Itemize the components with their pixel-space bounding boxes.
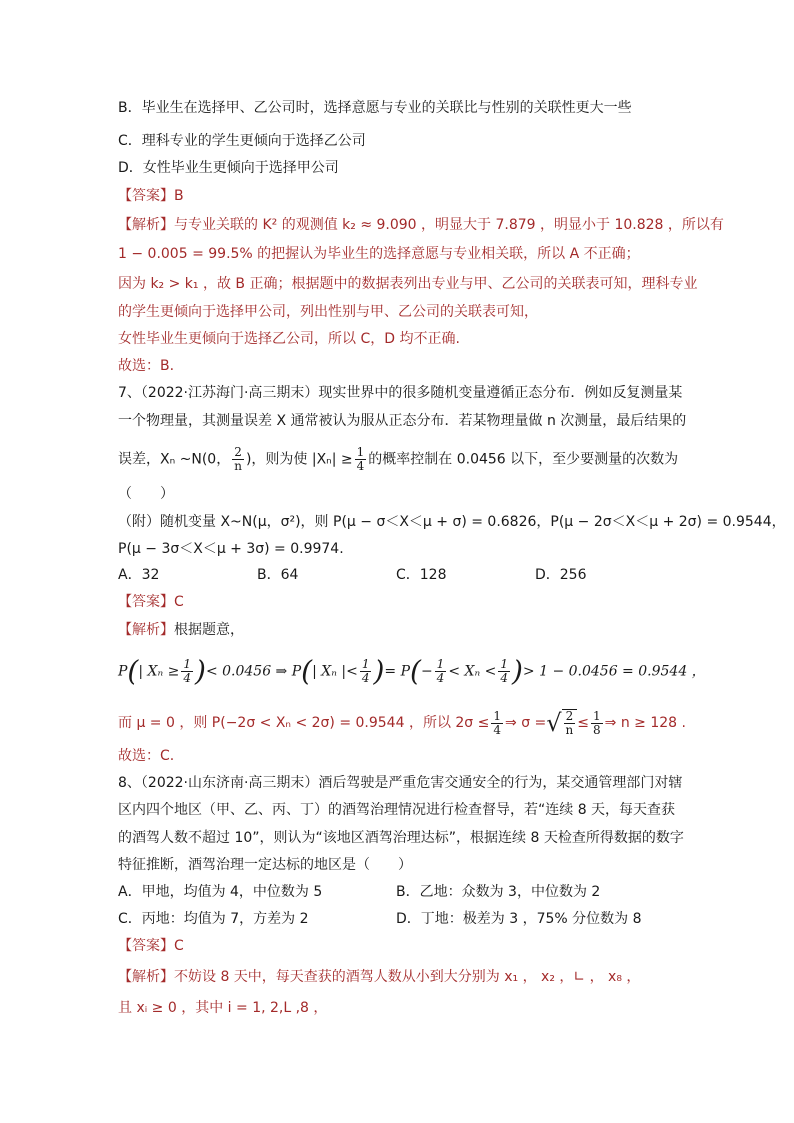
fraction-1-over-4: $\frac{1}{4}$ — [500, 657, 508, 685]
sqrt-2-over-n: √ $\frac{2}{n}$ — [546, 709, 577, 737]
q7-stem-line-3 — [118, 446, 678, 473]
q6-analysis-line-2: 1 − 0.005 = 99.5% 的把握认为毕业生的选择意愿与专业相关联，所以 A 不正确； — [118, 246, 640, 262]
q7-conclusion: 故选：C. — [118, 748, 175, 764]
q7-stem-line-1: 7、（2022·江苏海门·高三期末）现实世界中的很多随机变量遵循正态分布．例如反复测量某 — [118, 385, 683, 401]
q7-appendix-1: （附）随机变量 X~N(μ，σ²)，则 P(μ − σ＜X＜μ + σ) = 0.6826，P(μ − 2σ＜X＜μ + 2σ) = 0.9544， — [118, 514, 786, 530]
q7-formula-1: P(| Xₙ ≥ $\frac{1}{4}$ )< 0.0456 ⇒ P(| Xₙ |< $\frac{1}{4}$ )= P(− $\frac{1}{4}$ < Xₙ < $\frac{1}{4}$ )> 1 − 0.0456 = 0.9544 ， — [118, 654, 706, 688]
q7-option-d: D．256 — [535, 567, 587, 583]
q7-formula-2: 而 μ = 0 ，则 P(−2σ < Xₙ < 2σ) = 0.9544 ，所以 2σ ≤ $\frac{1}{4}$ ⇒ σ =√ $\frac{2}{n}$ ≤ $\frac{1}{8}$ ⇒ n ≥ 128 . — [118, 708, 686, 737]
q6-analysis-line-5: 女性毕业生更倾向于选择乙公司，所以 C，D 均不正确. — [118, 331, 460, 347]
q7-text-a: 误差，Xₙ ~N(0， — [118, 451, 231, 468]
q8-answer: 【答案】C — [118, 938, 184, 954]
q6-answer: 【答案】B — [118, 188, 184, 204]
q6-analysis-line-4: 的学生更倾向于选择甲公司，列出性别与甲、乙公司的关联表可知， — [118, 304, 538, 320]
q8-option-b: B．乙地：众数为 3，中位数为 2 — [396, 884, 601, 900]
analysis-tag: 【解析】 — [118, 969, 174, 985]
fraction-2-over-n: $\frac{2}{n}$ — [234, 445, 242, 473]
q8-stem-line-4: 特征推断，酒驾治理一定达标的地区是（ ） — [118, 857, 412, 873]
q6-conclusion: 故选：B. — [118, 358, 175, 374]
q7-option-b: B．64 — [257, 567, 299, 583]
q8-option-c: C．丙地：均值为 7，方差为 2 — [118, 911, 309, 927]
q6-option-d: D．女性毕业生更倾向于选择甲公司 — [118, 160, 339, 176]
fraction-1-over-4: $\frac{1}{4}$ — [493, 708, 502, 737]
q7-answer: 【答案】C — [118, 594, 184, 610]
fraction-1-over-4: $\frac{1}{4}$ — [356, 445, 365, 473]
q7-option-c: C．128 — [396, 567, 447, 583]
fraction-1-over-8: $\frac{1}{8}$ — [593, 708, 601, 737]
q6-option-b: B．毕业生在选择甲、乙公司时，选择意愿与专业的关联比与性别的关联性更大一些 — [118, 100, 632, 116]
fraction-1-over-4: $\frac{1}{4}$ — [436, 657, 445, 685]
q8-option-d: D．丁地：极差为 3 ，75% 分位数为 8 — [396, 911, 642, 927]
analysis-text: 根据题意， — [174, 622, 244, 638]
analysis-text: 不妨设 8 天中，每天查获的酒驾人数从小到大分别为 x₁ ， x₂ ，∟ ， x₈ ， — [174, 969, 641, 985]
q7-option-a: A．32 — [118, 567, 160, 583]
q7-text-c: )，则为使 |Xₙ| ≥ — [245, 451, 353, 468]
q6-analysis-line-1 — [118, 215, 724, 235]
q7-blank: （ ） — [118, 486, 174, 502]
analysis-tag: 【解析】 — [118, 622, 174, 638]
q7-analysis-line-1 — [118, 620, 244, 640]
q7-text-e: 的概率控制在 0.0456 以下，至少要测量的次数为 — [368, 451, 679, 468]
q7-appendix-2: P(μ − 3σ＜X＜μ + 3σ) = 0.9974. — [118, 541, 344, 557]
q8-stem-line-2: 区内四个地区（甲、乙、丙、丁）的酒驾治理情况进行检查督导，若“连续 8 天，每天查获 — [118, 802, 676, 818]
q7-stem-line-2: 一个物理量，其测量误差 X 通常被认为服从正态分布．若某物理量做 n 次测量，最后结果的 — [118, 413, 687, 429]
q8-analysis-line-2: 且 xᵢ ≥ 0 ，其中 i = 1, 2,L ,8 ， — [118, 1000, 328, 1016]
analysis-tag: 【解析】 — [118, 217, 174, 233]
fraction-1-over-4: $\frac{1}{4}$ — [361, 657, 370, 685]
q8-analysis-line-1 — [118, 967, 640, 987]
fraction-1-over-4: $\frac{1}{4}$ — [183, 657, 191, 685]
q8-stem-line-1: 8、（2022·山东济南·高三期末）酒后驾驶是严重危害交通安全的行为，某交通管理部门对辖 — [118, 775, 683, 791]
q8-stem-line-3: 的酒驾人数不超过 10”，则认为“该地区酒驾治理达标”，根据连续 8 天检查所得数据的数字 — [118, 830, 684, 846]
analysis-text: 与专业关联的 K² 的观测值 k₂ ≈ 9.090 ，明显大于 7.879 ，明显小于 10.828 ，所以有 — [174, 217, 724, 233]
q6-analysis-line-3: 因为 k₂ > k₁ ，故 B 正确；根据题中的数据表列出专业与甲、乙公司的关联表可知，理科专业 — [118, 276, 698, 292]
q6-option-c: C．理科专业的学生更倾向于选择乙公司 — [118, 133, 366, 149]
q8-option-a: A．甲地，均值为 4，中位数为 5 — [118, 884, 323, 900]
